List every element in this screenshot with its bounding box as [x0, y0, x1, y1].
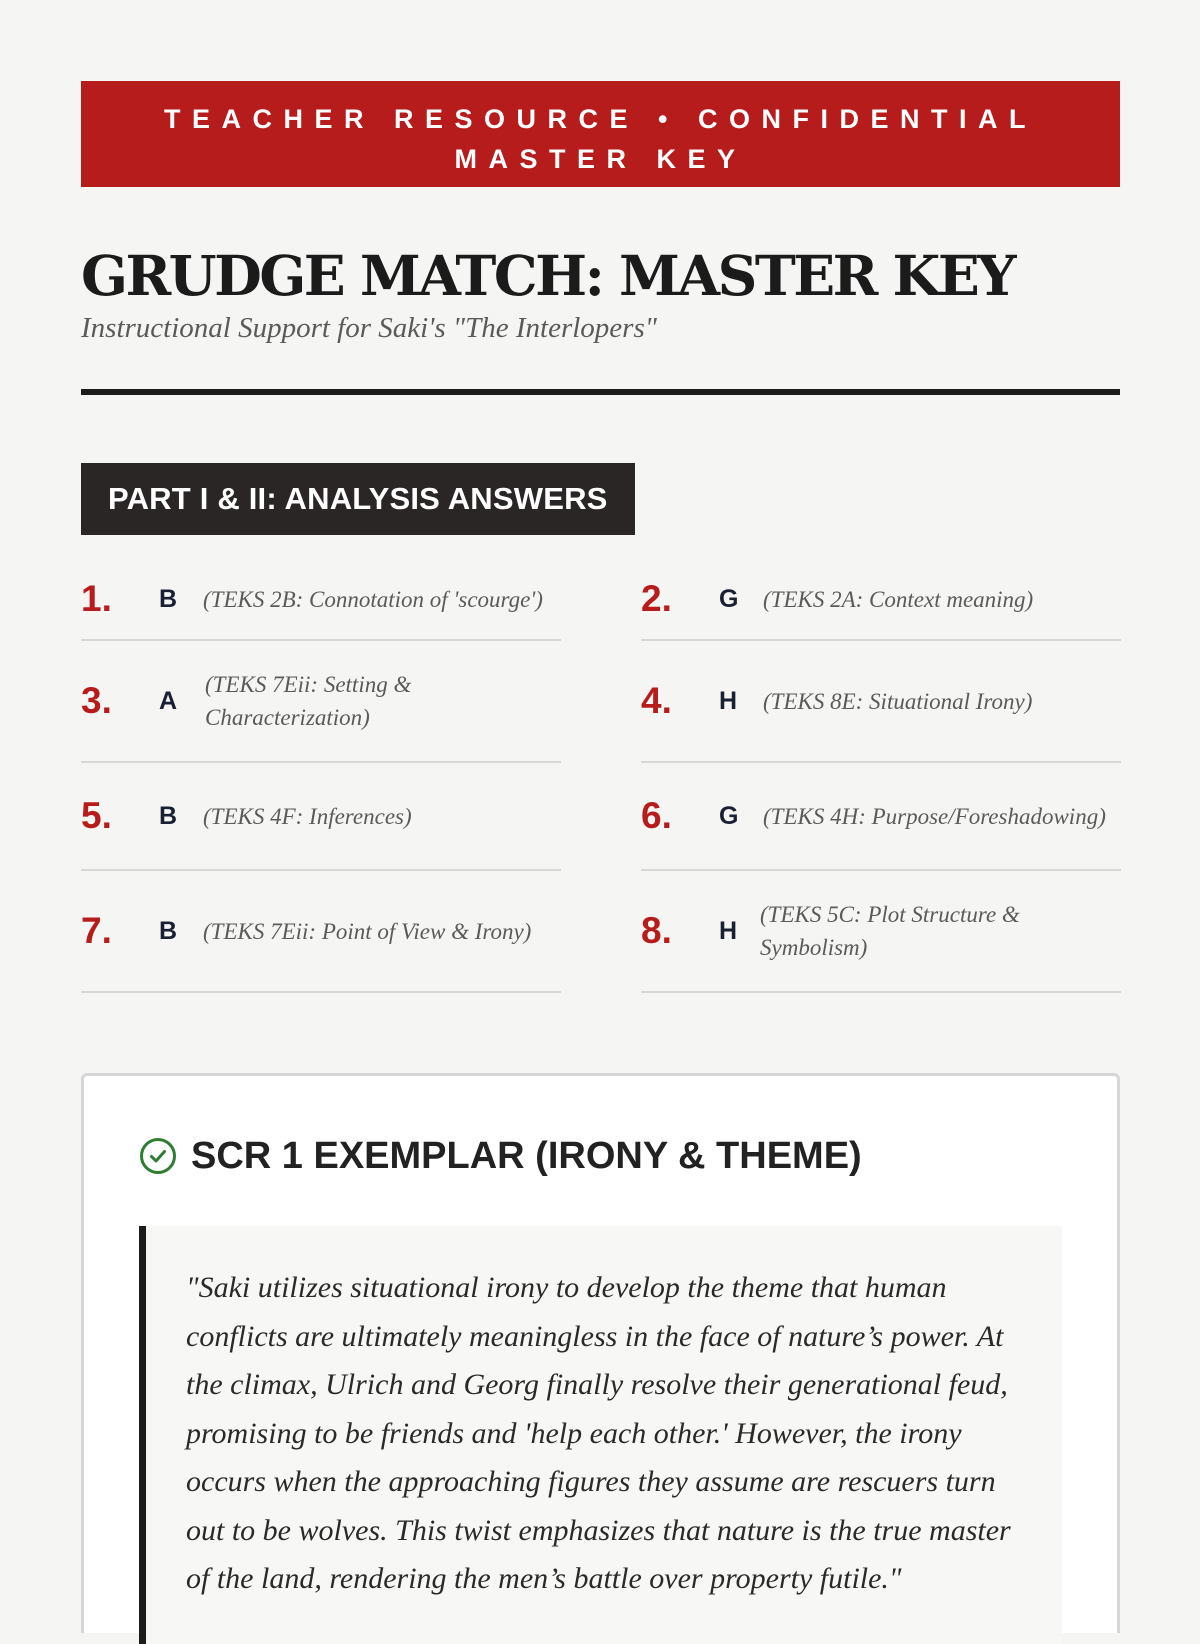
banner-line-1: TEACHER RESOURCE • CONFIDENTIAL	[164, 104, 1037, 134]
answer-item-7	[81, 871, 561, 993]
answer-letter: A	[159, 686, 178, 715]
scr1-exemplar-card	[81, 1073, 1120, 1633]
answer-item-5	[81, 763, 561, 871]
answer-item-8	[641, 871, 1121, 993]
answer-letter: G	[719, 801, 739, 830]
answer-number: 6.	[641, 795, 672, 836]
section-heading-analysis: PART I & II: ANALYSIS ANSWERS	[81, 463, 635, 535]
answer-letter: B	[159, 584, 178, 613]
banner-line-2: MASTER KEY	[454, 144, 747, 174]
answer-item-1	[81, 559, 561, 641]
answer-letter: H	[719, 686, 738, 715]
answer-number: 4.	[641, 680, 672, 721]
scr1-heading: SCR 1 EXEMPLAR (IRONY & THEME)	[191, 1134, 862, 1177]
answer-number: 7.	[81, 910, 112, 951]
page-subtitle: Instructional Support for Saki's "The Interlopers"	[81, 312, 657, 344]
answer-letter: H	[719, 916, 738, 945]
answer-standard: (TEKS 2A: Context meaning)	[763, 586, 1034, 612]
answer-number: 1.	[81, 578, 112, 619]
answer-number: 8.	[641, 910, 672, 951]
answer-letter: B	[159, 801, 178, 830]
check-circle-icon	[139, 1137, 177, 1175]
answer-standard: (TEKS 5C: Plot Structure & Symbolism)	[760, 902, 1020, 960]
answer-standard: (TEKS 7Eii: Setting & Characterization)	[205, 672, 412, 730]
confidential-banner	[81, 81, 1120, 187]
answer-item-4	[641, 641, 1121, 763]
answer-number: 2.	[641, 578, 672, 619]
answer-standard: (TEKS 4H: Purpose/Foreshadowing)	[763, 803, 1106, 829]
header-divider	[81, 389, 1120, 395]
answer-letter: B	[159, 916, 178, 945]
answer-standard: (TEKS 7Eii: Point of View & Irony)	[203, 918, 532, 944]
answer-standard: (TEKS 4F: Inferences)	[203, 803, 412, 829]
page	[81, 81, 1120, 1633]
page-title: GRUDGE MATCH: MASTER KEY	[81, 243, 1015, 308]
answer-item-3	[81, 641, 561, 763]
answer-item-2	[641, 559, 1121, 641]
answer-grid	[81, 559, 1120, 993]
scr1-heading-row	[139, 1134, 1062, 1178]
answer-standard: (TEKS 8E: Situational Irony)	[763, 688, 1033, 714]
answer-item-6	[641, 763, 1121, 871]
answer-number: 5.	[81, 795, 112, 836]
answer-letter: G	[719, 584, 739, 613]
scr1-exemplar-quote: "Saki utilizes situational irony to develop the theme that human conflicts are ultimately meaningless in the face of nature’s power. At the climax, Ulrich and Georg finally resolve their generational feud, promising to be friends and 'help each other.' However, the irony occurs when the approaching figures they assume are rescuers turn out to be wolves. This twist emphasizes that nature is the true master of the land, rendering the men’s battle over property futile."	[139, 1226, 1062, 1644]
answer-standard: (TEKS 2B: Connotation of 'scourge')	[203, 586, 543, 612]
answer-number: 3.	[81, 680, 112, 721]
